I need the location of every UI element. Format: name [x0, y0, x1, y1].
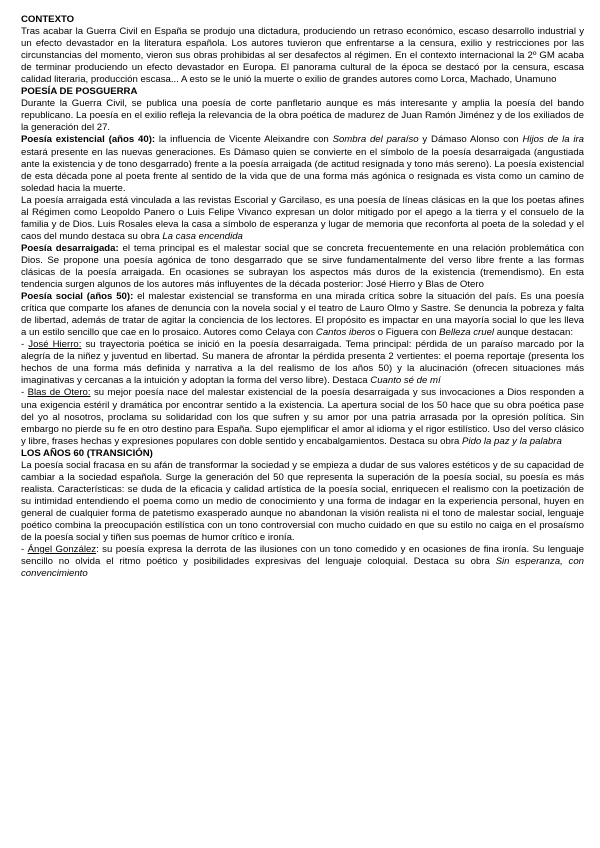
label-existencial: Poesía existencial (años 40): — [21, 134, 156, 146]
heading-contexto: CONTEXTO — [21, 14, 75, 25]
paragraph-social — [21, 291, 584, 339]
work-sombra-del-paraiso: Sombra del paraíso — [332, 134, 419, 146]
heading-anos-60: LOS AÑOS 60 (TRANSICIÓN) — [21, 447, 153, 459]
author-jose-hierro: José Hierro: — [28, 339, 82, 351]
heading-poesia-posguerra: POESÍA DE POSGUERRA — [21, 86, 138, 98]
paragraph-angel-gonzalez — [21, 544, 584, 580]
author-blas-de-otero: Blas de Otero: — [27, 387, 91, 399]
paragraph-anos-60: La poesía social fracasa en su afán de transformar la sociedad y se empieza a dudar de sus valores estéticos y de su capacidad de cambiar a la sociedad española. Surge la generación del 50 que representa la superación de la poesía social, su poesía es más realista. Características: se duda de la eficacia y calidad artística de la poesía social, enriquecen el realismo con la poetización de su intimidad entendiendo el poema como un medio de conocimiento y una forma de indagar en la experiencia personal, huyen en general de cualquier forma de patetismo exasperado aunque no abandonan la visión realista ni el tono de malestar social, lenguaje poético combina la preocupación estilística con un tono controversial con mucho cuidado en que su estilo no caiga en el prosaísmo de la poesía social y tiñen sus poemas de humor crítico e ironía. — [21, 459, 584, 544]
work-pido-la-paz: Pido la paz y la palabra — [462, 435, 562, 447]
paragraph-existencial — [21, 134, 584, 194]
work-sin-esperanza: Sin esperanza, con convencimiento — [21, 556, 584, 580]
text-existencial-3: estará presente en las nuevas generaciones. Es Dámaso quien se convierte en el símbolo de la poesía desarraigada (angustiada ante la existencia y de tono desgarrado) frente a la poesía arraigada (de actitud resignada y tono más sereno). La poesía existencial de esta década pone al poeta frente al sentido de la vida que de una forma más agónica o resignada es vista como un camino de soledad hacia la muerte. — [21, 146, 584, 194]
bullet-prefix: - — [21, 544, 28, 556]
paragraph-arraigada — [21, 195, 584, 243]
text-blas-de-otero: su mejor poesía nace del malestar existencial de la poesía desarraigada y sus invocaciones a Dios responden a una exigencia estéril y dramática por encontrar sentido a la existencia. La apertura social de los 50 hace que su obra poética pase del yo al nosotros, proclama su solidaridad con los que sufren y su amor por una patria arrasada por la opresión política. Sin embargo no pierde su fe en otro destino para España. Supo ejemplificar el amor al idioma y el rigor estilístico. Uso del verso clásico y libre, frases hechas y expresiones populares con doble sentido y encabalgamientos. Destaca su obra — [21, 387, 584, 447]
text-social-2: o Figuera con — [375, 327, 440, 339]
bullet-prefix: - — [21, 387, 28, 399]
work-la-casa-encendida: La casa encendida — [162, 230, 243, 242]
label-social: Poesía social (años 50): — [21, 291, 134, 303]
work-belleza-cruel: Belleza cruel — [439, 327, 495, 339]
text-existencial-2: y Dámaso Alonso con — [418, 134, 523, 146]
paragraph-jose-hierro — [21, 339, 584, 387]
text-arraigada: La poesía arraigada está vinculada a las revistas Escorial y Garcilaso, es una poesía de líneas clásicas en la que los poetas afines al Régimen como Leopoldo Panero o Luis Felipe Vivanco expresan un dolor mitigado por el apego a la tierra y el consuelo de la familia y de Dios. Luis Rosales eleva la casa a símbolo de esperanza y lugar de memoria que reconforta al poeta de la soledad y el caos del mundo destaca su obra — [21, 194, 584, 242]
work-hijos-de-la-ira: Hijos de la ira — [522, 134, 585, 146]
text-jose-hierro: su trayectoria poética se inició en la poesía desarraigada. Tema principal: pérdida de un paraíso marcado por la alegría de la niñez y juventud en libertad. Su manera de afrontar la pérdida presenta 2 vertientes: el poema reportaje (presenta los hechos de una forma más definida y narrativa a la del realismo de los años 50) y la alucinación (ofrecen situaciones más imaginativas y cercanas a la intuición y adoptan la forma del verso libre). Destaca — [21, 339, 584, 387]
label-desarraigada: Poesía desarraigada: — [21, 242, 119, 254]
paragraph-posguerra: Durante la Guerra Civil, se publica una poesía de corte panfletario aunque es más interesante y amplia la poesía del bando republicano. La poesía en el exilio refleja la relevancia de la obra poética de madurez de Juan Ramón Jiménez y de los exiliados de la generación del 27. — [21, 98, 584, 134]
text-social-1: el malestar existencial se transforma en una mirada crítica sobre la situación del país. Es una poesía crítica que comparte los afanes de denuncia con la novela social y el teatro de Lauro Olmo y Sastre. Se denuncia la pobreza y falta de libertad, además de tratar de agitar la conciencia de los lectores. El propósito es impactar en una mayoría social lo que les lleva a un estilo sencillo que cae en lo prosaico. Autores como Celaya con — [21, 291, 584, 339]
text-social-3: aunque destacan: — [494, 327, 574, 339]
text-existencial-1: la influencia de Vicente Aleixandre con — [155, 134, 333, 146]
text-desarraigada: el tema principal es el malestar social que se concreta frecuentemente en una relación problemática con Dios. Se propone una poesía agónica de tono desgarrado que se sirve fundamentalmente del verso libre frente a las formas clásicas de la poesía arraigada. En ocasiones se subrayan los aspectos más duros de la existencia (tremendismo). En esta tendencia surgen algunos de los autores más influyentes de la década posterior: José Hierro y Blas de Otero — [21, 242, 584, 291]
text-angel-gonzalez: : su poesía expresa la derrota de las ilusiones con un tono comedido y en ocasiones de fina ironía. Su lenguaje sencillo no olvida el ritmo poético y posibilidades expresivas del lenguaje coloquial. Destaca su obra — [21, 544, 584, 568]
paragraph-blas-de-otero — [21, 387, 584, 447]
paragraph-contexto: Tras acabar la Guerra Civil en España se produjo una dictadura, produciendo un retraso económico, escaso desarrollo industrial y un efecto devastador en la literatura española. Los autores tuvieron que enfrentarse a la censura, exilio y restricciones por las circunstancias del momento, vieron sus obras prohibidas al ser desafectos al régimen. En el contexto internacional la 2º GM acaba de terminar produciendo un efecto devastador en Europa. El panorama cultural de la época se destacó por la censura, escasa calidad literaria, producción escasa... A esto se le unió la muerte o exilio de grandes autores como Lorca, Machado, Unamuno — [21, 26, 584, 86]
work-cantos-iberos: Cantos iberos — [315, 327, 376, 339]
paragraph-desarraigada — [21, 243, 584, 291]
work-cuanto-se-de-mi: Cuanto sé de mí — [370, 375, 441, 387]
author-angel-gonzalez: Ángel González — [27, 544, 97, 556]
bullet-prefix: - — [21, 339, 29, 351]
